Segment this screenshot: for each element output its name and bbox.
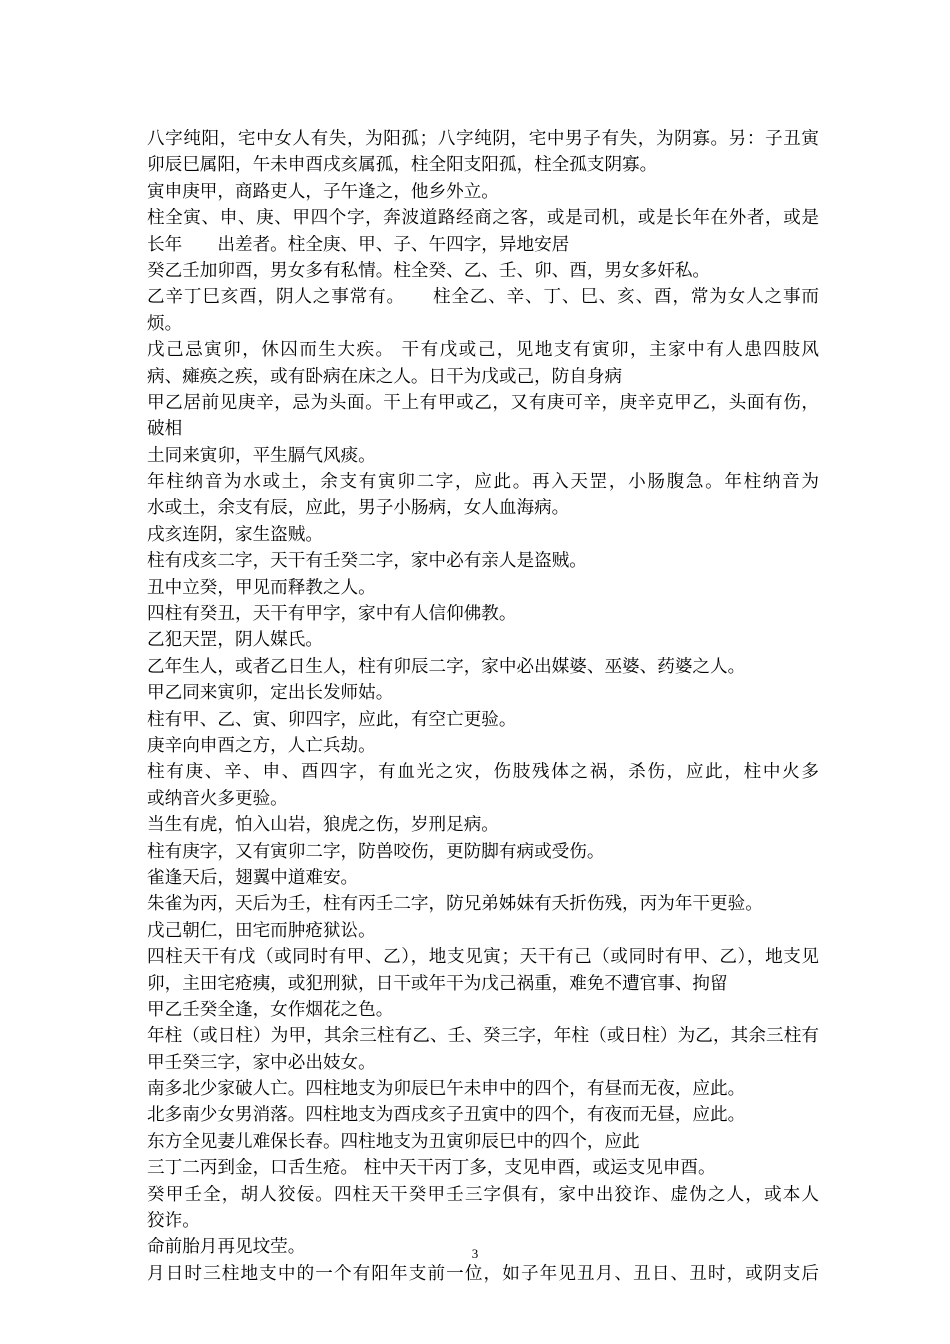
text-line: 四柱天干有戊（或同时有甲、乙），地支见寅；天干有己（或同时有甲、乙），地支见 xyxy=(147,947,819,968)
text-line: 柱有庚字，又有寅卯二字，防兽咬伤，更防脚有病或受伤。 xyxy=(147,841,605,862)
text-line: 甲乙居前见庚辛，忌为头面。干上有甲或乙，又有庚可辛，庚辛克甲乙，头面有伤， xyxy=(147,392,819,413)
text-line: 当生有虎，怕入山岩，狼虎之伤，岁刑足病。 xyxy=(147,815,499,836)
text-line: 寅申庚甲，商路吏人，子午逢之，他乡外立。 xyxy=(147,181,499,202)
text-line: 三丁二丙到金，口舌生疮。 柱中天干丙丁多，支见申酉，或运支见申酉。 xyxy=(147,1158,716,1179)
text-line: 北多南少女男消落。四柱地支为酉戌亥子丑寅中的四个，有夜而无昼，应此。 xyxy=(147,1105,746,1126)
text-line: 柱有戌亥二字，天干有壬癸二字，家中必有亲人是盗贼。 xyxy=(147,551,587,572)
text-line: 或纳音火多更验。 xyxy=(147,788,288,809)
text-line: 四柱有癸丑，天干有甲字，家中有人信仰佛教。 xyxy=(147,604,517,625)
text-line: 癸甲壬全，胡人狡佞。四柱天干癸甲壬三字俱有，家中出狡诈、虚伪之人，或本人 xyxy=(147,1184,819,1205)
text-line: 命前胎月再见坟茔。 xyxy=(147,1237,306,1258)
text-line: 戌亥连阴，家生盗贼。 xyxy=(147,524,323,545)
text-line: 庚辛向申酉之方，人亡兵劫。 xyxy=(147,735,376,756)
text-line: 癸乙壬加卯酉，男女多有私情。柱全癸、乙、壬、卯、酉，男女多奸私。 xyxy=(147,260,711,281)
text-line: 南多北少家破人亡。四柱地支为卯辰巳午未申中的四个，有昼而无夜，应此。 xyxy=(147,1079,746,1100)
text-line: 雀逢天后，翅翼中道难安。 xyxy=(147,867,359,888)
text-line: 卯，主田宅疮痍，或犯刑狱，日干或年干为戊己祸重，难免不遭官事、拘留 xyxy=(147,973,728,994)
text-line: 长年 出差者。柱全庚、甲、子、午四字，异地安居 xyxy=(147,234,570,255)
text-line: 卯辰巳属阳，午未申酉戌亥属孤，柱全阳支阳孤，柱全孤支阴寡。 xyxy=(147,155,658,176)
text-line: 戊己朝仁，田宅而肿疮狱讼。 xyxy=(147,920,376,941)
document-body xyxy=(147,126,819,1287)
text-line: 甲乙同来寅卯，定出长发师姑。 xyxy=(147,683,394,704)
text-line: 水或土，余支有辰，应此，男子小肠病，女人血海病。 xyxy=(147,498,570,519)
text-line: 年柱纳音为水或土，余支有寅卯二字，应此。再入天罡，小肠腹急。年柱纳音为 xyxy=(147,472,819,493)
text-line: 病、瘫痪之疾，或有卧病在床之人。日干为戊或己，防自身病 xyxy=(147,366,623,387)
text-line: 烦。 xyxy=(147,313,183,334)
text-line: 年柱（或日柱）为甲，其余三柱有乙、壬、癸三字，年柱（或日柱）为乙，其余三柱有 xyxy=(147,1026,819,1047)
text-line: 破相 xyxy=(147,419,183,440)
text-line: 柱有庚、辛、申、酉四字，有血光之灾，伤肢残体之祸，杀伤，应此，柱中火多 xyxy=(147,762,819,783)
page-number: 3 xyxy=(471,1246,479,1261)
text-line: 乙年生人，或者乙日生人，柱有卯辰二字，家中必出媒婆、巫婆、药婆之人。 xyxy=(147,656,746,677)
text-line: 月日时三柱地支中的一个有阳年支前一位，如子年见丑月、丑日、丑时，或阴支后 xyxy=(147,1263,819,1284)
text-line: 柱有甲、乙、寅、卯四字，应此，有空亡更验。 xyxy=(147,709,517,730)
text-line: 甲壬癸三字，家中必出妓女。 xyxy=(147,1052,376,1073)
text-line: 乙犯天罡，阴人媒氏。 xyxy=(147,630,323,651)
text-line: 戊己忌寅卯，休囚而生大疾。 干有戊或己，见地支有寅卯，主家中有人患四肢风 xyxy=(147,340,819,361)
text-line: 甲乙壬癸全逢，女作烟花之色。 xyxy=(147,999,394,1020)
text-line: 柱全寅、申、庚、甲四个字，奔波道路经商之客，或是司机，或是长年在外者，或是 xyxy=(147,208,819,229)
text-line: 八字纯阳，宅中女人有失，为阳孤；八字纯阴，宅中男子有失，为阴寡。另：子丑寅 xyxy=(147,129,819,149)
text-line: 乙辛丁巳亥酉，阴人之事常有。 柱全乙、辛、丁、巳、亥、酉，常为女人之事而 xyxy=(147,287,819,308)
text-line: 丑中立癸，甲见而释教之人。 xyxy=(147,577,376,598)
text-line: 朱雀为丙，天后为壬，柱有丙壬二字，防兄弟姊妹有夭折伤残，丙为年干更验。 xyxy=(147,894,763,915)
text-line: 狡诈。 xyxy=(147,1211,200,1232)
text-line: 土同来寅卯，平生膈气风痰。 xyxy=(147,445,376,466)
text-line: 东方全见妻儿难保长春。四柱地支为丑寅卯辰巳中的四个，应此 xyxy=(147,1131,640,1152)
